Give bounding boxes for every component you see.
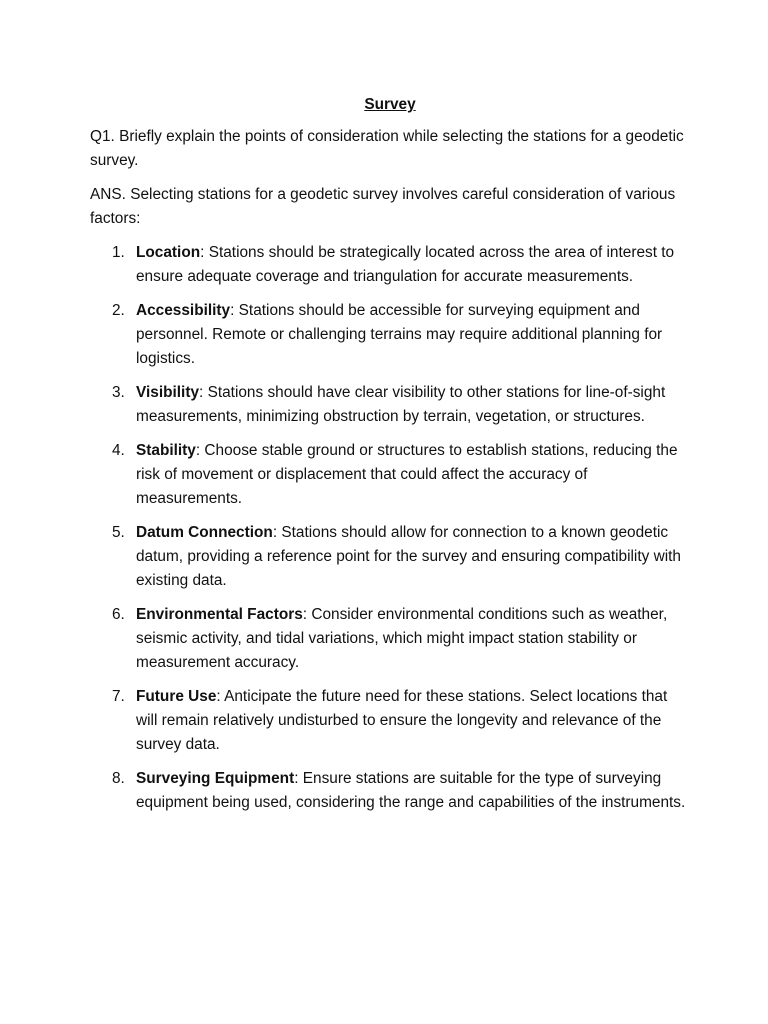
list-item-text: : Stations should have clear visibility to other stations for line-of-sight measurements, minimizing obstruction by terrain, vegetation, or structures. — [136, 384, 666, 425]
list-item-term: Future Use — [136, 688, 217, 705]
list-item — [90, 767, 690, 815]
list-item-number: 7. — [112, 688, 125, 705]
list-item — [90, 603, 690, 675]
list-item-term: Location — [136, 244, 201, 261]
list-item-term: Datum Connection — [136, 524, 273, 541]
list-item — [90, 241, 690, 289]
list-item-term: Visibility — [136, 384, 200, 401]
list-item-term: Stability — [136, 442, 196, 459]
document-body — [90, 94, 690, 825]
list-item-number: 4. — [112, 442, 125, 459]
list-item — [90, 685, 690, 757]
list-item-text: : Stations should be accessible for surveying equipment and personnel. Remote or challenging terrains may require additional planning for logistics. — [136, 302, 663, 367]
list-item-number: 2. — [112, 302, 125, 319]
list-item-text: : Stations should allow for connection to a known geodetic datum, providing a reference point for the survey and ensuring compatibility with existing data. — [136, 524, 681, 589]
list-item-number: 1. — [112, 244, 125, 261]
list-item-text: : Consider environmental conditions such as weather, seismic activity, and tidal variations, which might impact station stability or measurement accuracy. — [136, 606, 668, 671]
list-item-number: 8. — [112, 770, 125, 787]
list-item — [90, 439, 690, 511]
list-item-number: 5. — [112, 524, 125, 541]
list-item-number: 3. — [112, 384, 125, 401]
list-item — [90, 299, 690, 371]
list-item-text: : Anticipate the future need for these stations. Select locations that will remain relatively undisturbed to ensure the longevity and relevance of the survey data. — [136, 688, 668, 753]
list-item — [90, 521, 690, 593]
answer-intro: ANS. Selecting stations for a geodetic survey involves careful consideration of various factors: — [90, 186, 676, 227]
list-item-text: : Choose stable ground or structures to establish stations, reducing the risk of movement or displacement that could affect the accuracy of measurements. — [136, 442, 678, 507]
question-text: Q1. Briefly explain the points of consideration while selecting the stations for a geodetic survey. — [90, 128, 684, 169]
considerations-list — [90, 241, 690, 815]
list-item-term: Surveying Equipment — [136, 770, 295, 787]
list-item-term: Environmental Factors — [136, 606, 303, 623]
document-title: Survey — [364, 96, 416, 113]
list-item-number: 6. — [112, 606, 125, 623]
list-item-text: : Ensure stations are suitable for the type of surveying equipment being used, considering the range and capabilities of the instruments. — [136, 770, 686, 811]
list-item-term: Accessibility — [136, 302, 231, 319]
list-item — [90, 381, 690, 429]
list-item-text: : Stations should be strategically located across the area of interest to ensure adequate coverage and triangulation for accurate measurements. — [136, 244, 675, 285]
